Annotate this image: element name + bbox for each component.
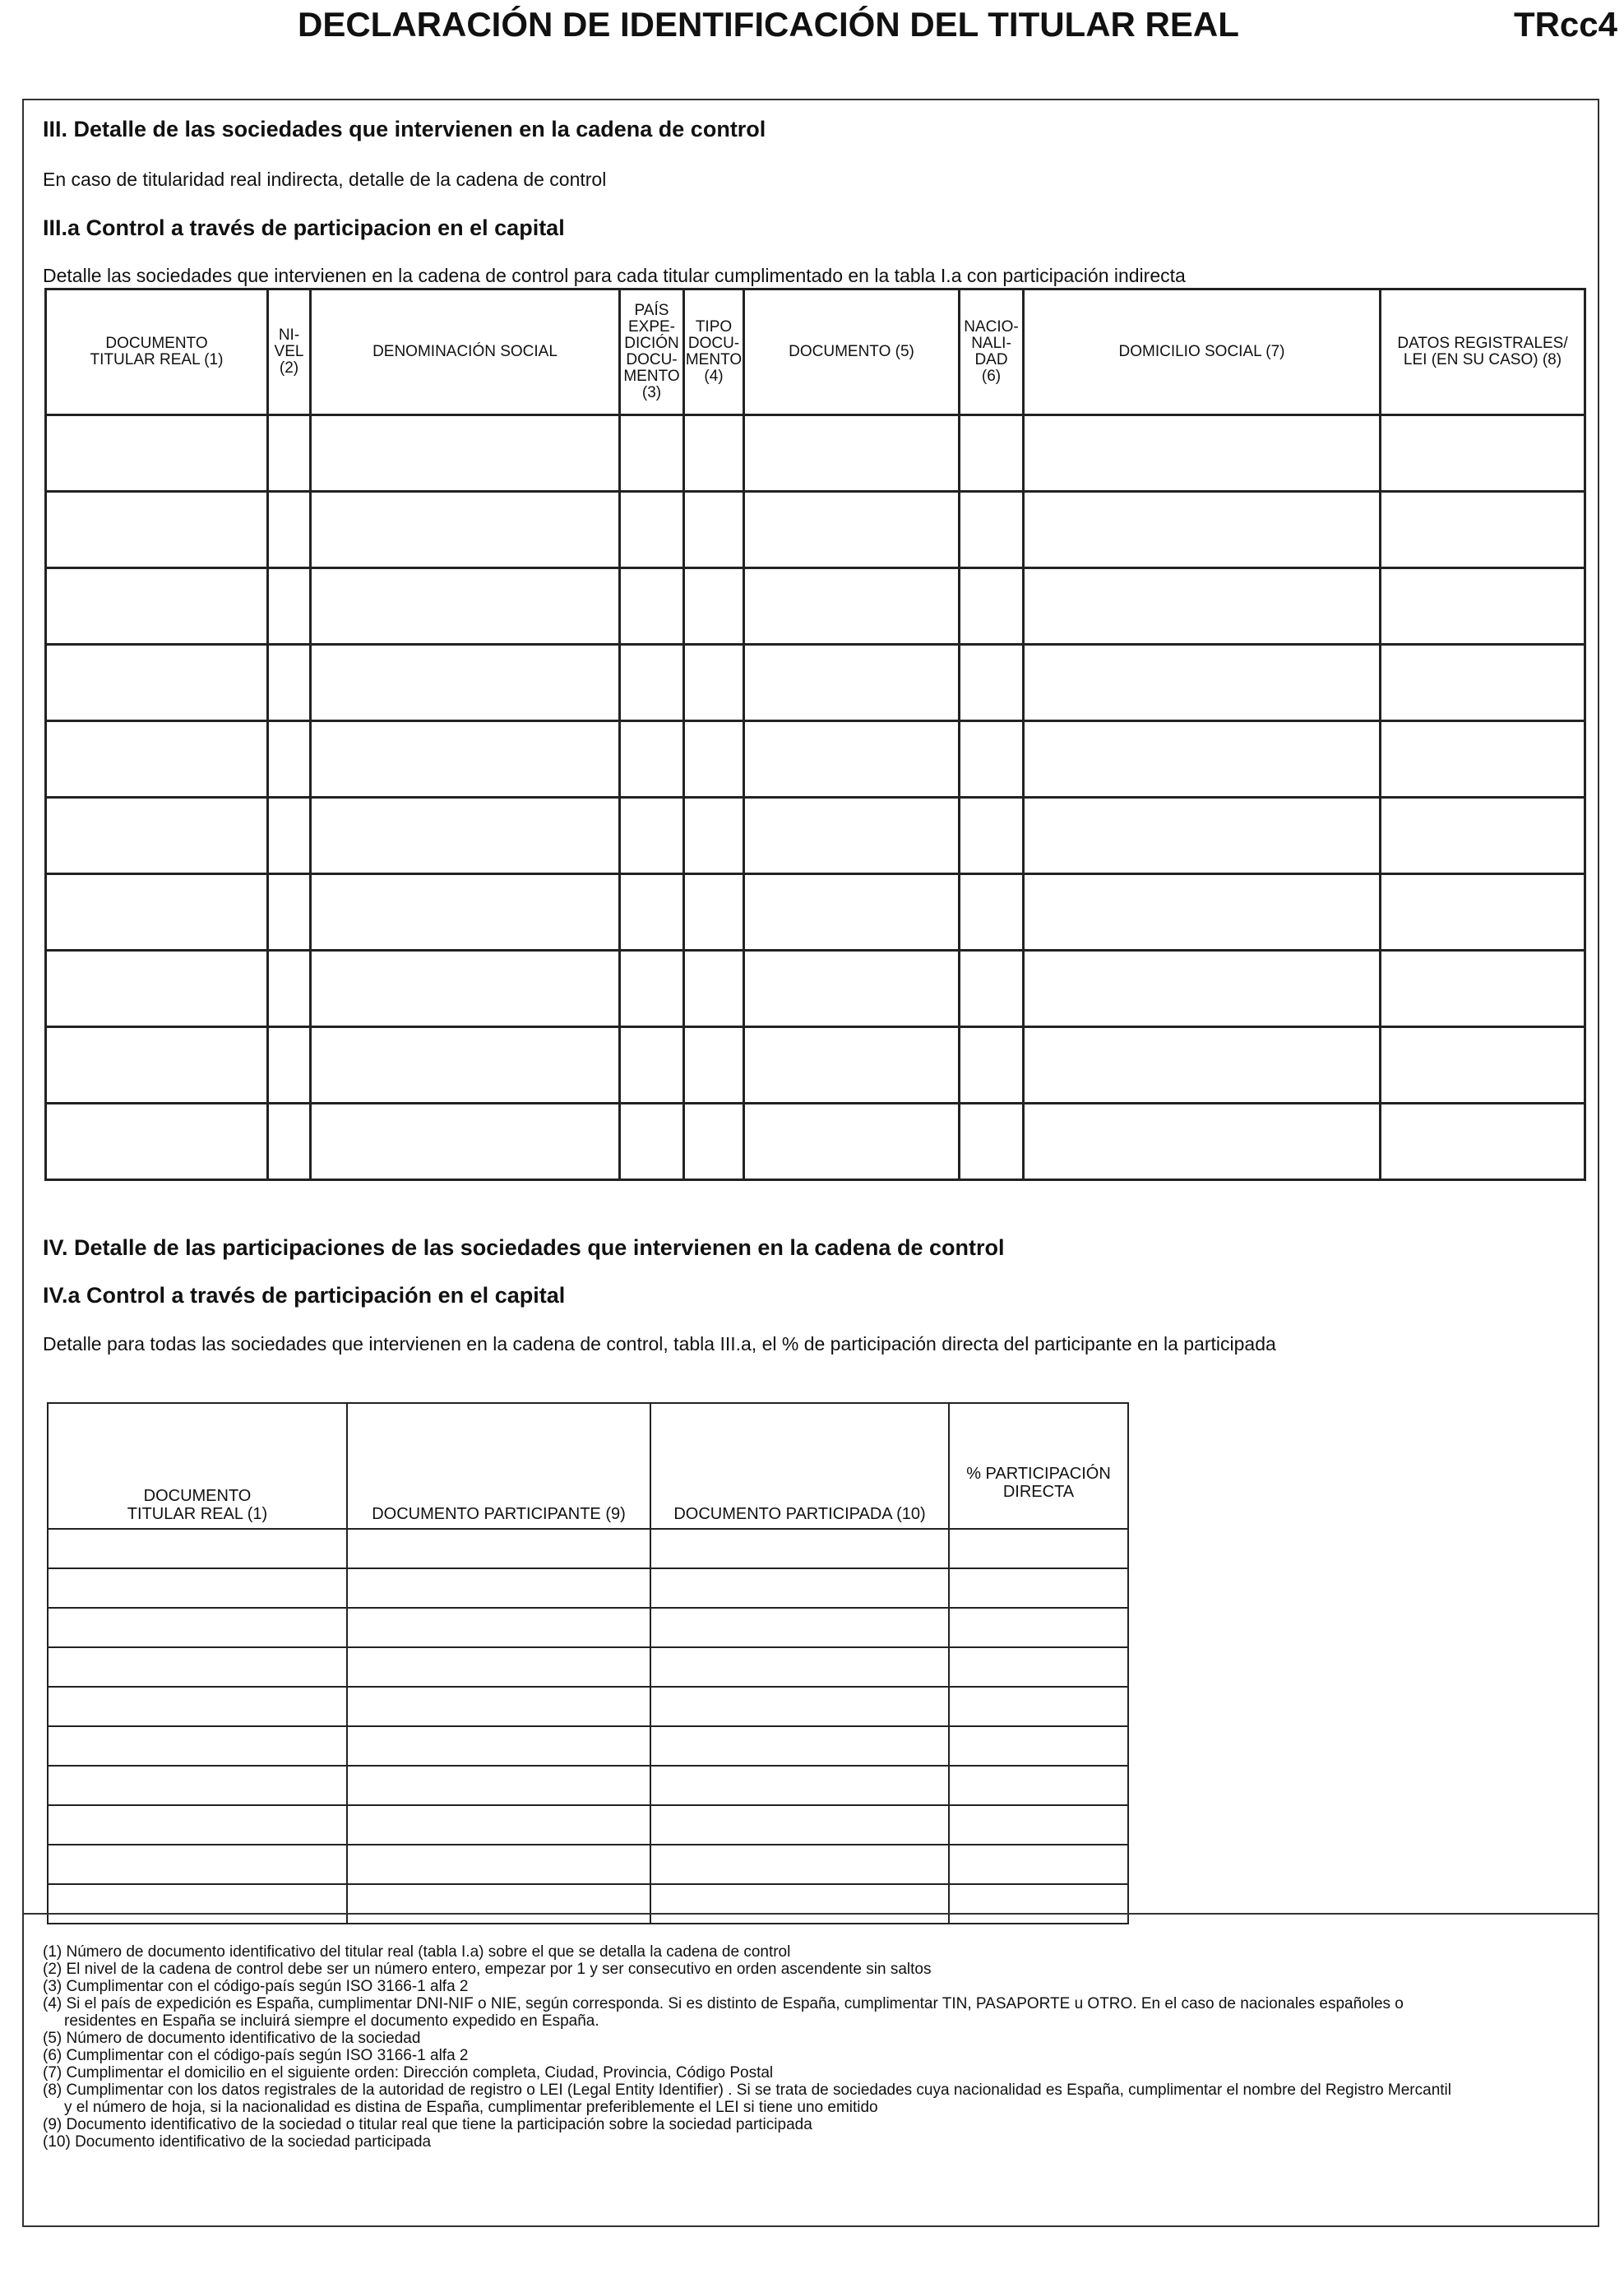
participation-cell[interactable]: [48, 1608, 347, 1647]
control-chain-cell[interactable]: [620, 721, 684, 798]
control-chain-row: [46, 1104, 1585, 1180]
participation-cell[interactable]: [48, 1845, 347, 1884]
participation-cell[interactable]: [347, 1845, 650, 1884]
control-chain-cell[interactable]: [684, 645, 744, 721]
participation-cell[interactable]: [949, 1647, 1128, 1687]
footnote-line: (7) Cumplimentar el domicilio en el siguiente orden: Dirección completa, Ciudad, Provincia, Código Postal: [43, 2064, 774, 2082]
control-chain-cell[interactable]: [268, 568, 311, 645]
control-chain-cell[interactable]: [684, 798, 744, 874]
participation-cell[interactable]: [347, 1805, 650, 1845]
control-chain-header-col-3: [311, 289, 620, 415]
participation-cell[interactable]: [650, 1647, 949, 1687]
control-chain-cell[interactable]: [1381, 1027, 1585, 1104]
control-chain-cell[interactable]: [311, 798, 620, 874]
control-chain-cell[interactable]: [268, 1104, 311, 1180]
control-chain-cell[interactable]: [46, 492, 268, 568]
participation-header-line: % PARTICIPACIÓN: [966, 1464, 1111, 1483]
control-chain-header-line: TITULAR REAL (1): [90, 351, 224, 368]
control-chain-cell[interactable]: [46, 415, 268, 492]
control-chain-cell[interactable]: [1381, 492, 1585, 568]
control-chain-cell[interactable]: [744, 568, 960, 645]
control-chain-cell[interactable]: [1024, 798, 1381, 874]
control-chain-cell[interactable]: [960, 645, 1024, 721]
control-chain-row: [46, 568, 1585, 645]
section-3a-instruction: Detalle las sociedades que intervienen en la cadena de control para cada titular cumplimentado en la tabla I.a con participación indirecta: [43, 265, 1186, 286]
control-chain-cell[interactable]: [311, 645, 620, 721]
participation-cell[interactable]: [347, 1884, 650, 1924]
participation-cell[interactable]: [949, 1608, 1128, 1647]
control-chain-row: [46, 415, 1585, 492]
participation-cell[interactable]: [650, 1884, 949, 1924]
control-chain-header-line: NI-: [278, 326, 300, 344]
participation-row: [48, 1726, 1128, 1766]
control-chain-cell[interactable]: [1381, 568, 1585, 645]
participation-cell[interactable]: [650, 1805, 949, 1845]
control-chain-header-col-6: [744, 289, 960, 415]
participation-cell[interactable]: [347, 1608, 650, 1647]
control-chain-cell[interactable]: [1381, 874, 1585, 951]
participation-cell[interactable]: [949, 1845, 1128, 1884]
control-chain-table: [44, 288, 1586, 1181]
control-chain-cell[interactable]: [1381, 645, 1585, 721]
section-3a-heading: III.a Control a través de participacion en el capital: [43, 215, 565, 240]
control-chain-cell[interactable]: [684, 415, 744, 492]
participation-cell[interactable]: [347, 1647, 650, 1687]
control-chain-cell[interactable]: [620, 568, 684, 645]
participation-header-line: DIRECTA: [1002, 1482, 1075, 1501]
control-chain-cell[interactable]: [684, 492, 744, 568]
control-chain-header-line: PAÍS: [634, 302, 669, 319]
section-3-intro: En caso de titularidad real indirecta, detalle de la cadena de control: [43, 169, 607, 190]
control-chain-cell[interactable]: [46, 568, 268, 645]
control-chain-cell[interactable]: [311, 568, 620, 645]
control-chain-cell[interactable]: [620, 951, 684, 1027]
control-chain-header-col-5: [684, 289, 744, 415]
participation-header-col-3: [650, 1403, 949, 1529]
control-chain-header-line: VEL: [274, 343, 304, 360]
footnote-line: (9) Documento identificativo de la sociedad o titular real que tiene la participación sobre la sociedad participada: [43, 2116, 812, 2133]
control-chain-header-line: LEI (EN SU CASO) (8): [1403, 351, 1562, 368]
control-chain-cell[interactable]: [311, 1104, 620, 1180]
participation-row: [48, 1647, 1128, 1687]
control-chain-cell[interactable]: [1024, 1104, 1381, 1180]
participation-cell[interactable]: [949, 1805, 1128, 1845]
control-chain-cell[interactable]: [684, 721, 744, 798]
control-chain-header-line: (6): [981, 368, 1002, 385]
control-chain-header-col-8: [1024, 289, 1381, 415]
footnote-line: residentes en España se incluirá siempre el documento expedido en España.: [64, 2012, 599, 2030]
control-chain-cell[interactable]: [620, 415, 684, 492]
control-chain-row: [46, 951, 1585, 1027]
control-chain-cell[interactable]: [268, 492, 311, 568]
control-chain-cell[interactable]: [620, 645, 684, 721]
footnotes: [43, 1943, 1451, 2151]
control-chain-cell[interactable]: [744, 492, 960, 568]
control-chain-cell[interactable]: [1024, 874, 1381, 951]
participation-row: [48, 1687, 1128, 1726]
control-chain-cell[interactable]: [744, 798, 960, 874]
control-chain-cell[interactable]: [1024, 645, 1381, 721]
control-chain-row: [46, 492, 1585, 568]
participation-cell[interactable]: [347, 1687, 650, 1726]
control-chain-cell[interactable]: [744, 721, 960, 798]
section-4-heading: IV. Detalle de las participaciones de las sociedades que intervienen en la cadena de control: [43, 1235, 1005, 1260]
control-chain-header-line: DOCUMENTO (5): [789, 343, 914, 360]
control-chain-cell[interactable]: [620, 874, 684, 951]
control-chain-header-line: DOCU-: [626, 351, 678, 368]
participation-header-col-4: [949, 1403, 1128, 1529]
participation-row: [48, 1529, 1128, 1568]
control-chain-row: [46, 645, 1585, 721]
participation-row: [48, 1805, 1128, 1845]
participation-cell[interactable]: [48, 1687, 347, 1726]
control-chain-header-line: TIPO: [695, 318, 733, 336]
control-chain-row: [46, 874, 1585, 951]
control-chain-cell[interactable]: [1024, 415, 1381, 492]
control-chain-cell[interactable]: [311, 951, 620, 1027]
control-chain-cell[interactable]: [744, 415, 960, 492]
control-chain-header-line: (2): [279, 359, 299, 377]
control-chain-header-col-2: [268, 289, 311, 415]
control-chain-header-line: (3): [641, 384, 662, 401]
control-chain-cell[interactable]: [268, 721, 311, 798]
footnote-line: (6) Cumplimentar con el código-país según ISO 3166-1 alfa 2: [43, 2047, 469, 2064]
control-chain-header-line: NALI-: [971, 335, 1011, 352]
participation-row: [48, 1766, 1128, 1805]
participation-row: [48, 1568, 1128, 1608]
participation-cell[interactable]: [48, 1529, 347, 1568]
participation-cell[interactable]: [48, 1884, 347, 1924]
control-chain-cell[interactable]: [46, 798, 268, 874]
control-chain-header-line: DATOS REGISTRALES/: [1397, 335, 1568, 352]
control-chain-cell[interactable]: [744, 1104, 960, 1180]
control-chain-header-line: DOCUMENTO: [105, 335, 208, 352]
participation-cell[interactable]: [949, 1529, 1128, 1568]
participation-header-line: TITULAR REAL (1): [127, 1505, 268, 1523]
control-chain-header-line: DOCU-: [687, 335, 740, 352]
control-chain-cell[interactable]: [620, 798, 684, 874]
control-chain-cell[interactable]: [620, 1104, 684, 1180]
participation-table: [47, 1402, 1129, 1924]
control-chain-cell[interactable]: [46, 1104, 268, 1180]
participation-cell[interactable]: [347, 1529, 650, 1568]
control-chain-cell[interactable]: [960, 874, 1024, 951]
participation-row: [48, 1845, 1128, 1884]
control-chain-header-line: MENTO: [623, 368, 680, 385]
control-chain-cell[interactable]: [744, 951, 960, 1027]
control-chain-cell[interactable]: [684, 1027, 744, 1104]
control-chain-cell[interactable]: [311, 721, 620, 798]
control-chain-cell[interactable]: [1381, 721, 1585, 798]
footnote-line: (4) Si el país de expedición es España, cumplimentar DNI-NIF o NIE, según corresponda. Si es distinto de España, cumplimentar TIN, PASAPORTE u OTRO. En el caso de nacionales españoles o: [43, 1995, 1404, 2012]
footnote-line: (5) Número de documento identificativo de la sociedad: [43, 2030, 421, 2047]
control-chain-cell[interactable]: [46, 721, 268, 798]
control-chain-cell[interactable]: [1381, 415, 1585, 492]
control-chain-cell[interactable]: [960, 951, 1024, 1027]
control-chain-cell[interactable]: [1024, 1027, 1381, 1104]
participation-cell[interactable]: [48, 1726, 347, 1766]
participation-cell[interactable]: [347, 1726, 650, 1766]
control-chain-cell[interactable]: [960, 568, 1024, 645]
control-chain-cell[interactable]: [268, 874, 311, 951]
control-chain-cell[interactable]: [960, 492, 1024, 568]
control-chain-cell[interactable]: [744, 1027, 960, 1104]
participation-cell[interactable]: [949, 1726, 1128, 1766]
participation-cell[interactable]: [48, 1568, 347, 1608]
control-chain-header-line: (4): [704, 368, 724, 385]
control-chain-cell[interactable]: [268, 951, 311, 1027]
participation-header-line: DOCUMENTO: [143, 1487, 252, 1505]
control-chain-row: [46, 798, 1585, 874]
control-chain-cell[interactable]: [1024, 951, 1381, 1027]
control-chain-cell[interactable]: [1024, 721, 1381, 798]
form-code: TRcc4: [1513, 5, 1617, 44]
footnote-line: (2) El nivel de la cadena de control debe ser un número entero, empezar por 1 y ser consecutivo en orden ascendente sin saltos: [43, 1961, 932, 1978]
participation-cell[interactable]: [949, 1568, 1128, 1608]
control-chain-cell[interactable]: [684, 1104, 744, 1180]
participation-cell[interactable]: [48, 1766, 347, 1805]
control-chain-cell[interactable]: [46, 951, 268, 1027]
control-chain-header-line: MENTO: [685, 351, 743, 368]
participation-header-line: DOCUMENTO PARTICIPANTE (9): [372, 1505, 626, 1523]
control-chain-header-line: DICIÓN: [624, 335, 679, 352]
control-chain-cell[interactable]: [1381, 798, 1585, 874]
footnote-line: (3) Cumplimentar con el código-país según ISO 3166-1 alfa 2: [43, 1978, 469, 1995]
control-chain-header-line: DENOMINACIÓN SOCIAL: [372, 343, 558, 360]
control-chain-cell[interactable]: [268, 1027, 311, 1104]
participation-cell[interactable]: [650, 1687, 949, 1726]
control-chain-cell[interactable]: [311, 1027, 620, 1104]
control-chain-cell[interactable]: [268, 415, 311, 492]
control-chain-cell[interactable]: [684, 568, 744, 645]
control-chain-cell[interactable]: [960, 415, 1024, 492]
footnote-line: (10) Documento identificativo de la sociedad participada: [43, 2133, 432, 2151]
control-chain-cell[interactable]: [1024, 568, 1381, 645]
control-chain-cell[interactable]: [620, 492, 684, 568]
control-chain-row: [46, 721, 1585, 798]
participation-row: [48, 1608, 1128, 1647]
participation-cell[interactable]: [650, 1766, 949, 1805]
control-chain-cell[interactable]: [620, 1027, 684, 1104]
control-chain-cell[interactable]: [311, 415, 620, 492]
control-chain-header-line: EXPE-: [627, 318, 676, 336]
participation-cell[interactable]: [650, 1568, 949, 1608]
footnote-line: (8) Cumplimentar con los datos registrales de la autoridad de registro o LEI (Legal Entity Identifier) . Si se trata de sociedades cuya nacionalidad es España, cumplimentar el nombre del Registro Mercantil: [43, 2082, 1451, 2099]
participation-cell[interactable]: [650, 1608, 949, 1647]
participation-cell[interactable]: [347, 1766, 650, 1805]
participation-cell[interactable]: [949, 1687, 1128, 1726]
control-chain-header-col-4: [620, 289, 684, 415]
control-chain-cell[interactable]: [960, 721, 1024, 798]
section-4a-heading: IV.a Control a través de participación en el capital: [43, 1283, 566, 1308]
control-chain-header-col-9: [1381, 289, 1585, 415]
participation-cell[interactable]: [949, 1766, 1128, 1805]
control-chain-cell[interactable]: [744, 645, 960, 721]
control-chain-header-line: DAD: [974, 351, 1008, 368]
control-chain-cell[interactable]: [960, 798, 1024, 874]
participation-cell[interactable]: [650, 1529, 949, 1568]
control-chain-cell[interactable]: [960, 1027, 1024, 1104]
control-chain-header-line: DOMICILIO SOCIAL (7): [1118, 343, 1285, 360]
control-chain-cell[interactable]: [311, 874, 620, 951]
participation-cell[interactable]: [48, 1805, 347, 1845]
section-4a-instruction: Detalle para todas las sociedades que intervienen en la cadena de control, tabla III.a, el % de participación directa del participante en la participada: [43, 1333, 1276, 1355]
footnote-line: (1) Número de documento identificativo del titular real (tabla I.a) sobre el que se detalla la cadena de control: [43, 1943, 791, 1961]
participation-header-col-2: [347, 1403, 650, 1529]
form-title: DECLARACIÓN DE IDENTIFICACIÓN DEL TITULAR REAL: [298, 5, 1239, 44]
notes-separator: [22, 1913, 1599, 1915]
participation-cell[interactable]: [650, 1726, 949, 1766]
control-chain-header-col-1: [46, 289, 268, 415]
footnote-line: y el número de hoja, si la nacionalidad es distina de España, cumplimentar preferiblemente el LEI si tiene uno emitido: [64, 2099, 878, 2116]
control-chain-cell[interactable]: [46, 874, 268, 951]
control-chain-cell[interactable]: [684, 874, 744, 951]
control-chain-cell[interactable]: [1381, 1104, 1585, 1180]
control-chain-cell[interactable]: [268, 798, 311, 874]
participation-cell[interactable]: [650, 1845, 949, 1884]
control-chain-header-line: NACIO-: [964, 318, 1019, 336]
section-3-heading: III. Detalle de las sociedades que intervienen en la cadena de control: [43, 117, 766, 141]
participation-row: [48, 1884, 1128, 1924]
control-chain-cell[interactable]: [311, 492, 620, 568]
participation-cell[interactable]: [347, 1568, 650, 1608]
control-chain-header-col-7: [960, 289, 1024, 415]
participation-cell[interactable]: [48, 1647, 347, 1687]
control-chain-row: [46, 1027, 1585, 1104]
control-chain-cell[interactable]: [684, 951, 744, 1027]
control-chain-cell[interactable]: [46, 645, 268, 721]
control-chain-cell[interactable]: [268, 645, 311, 721]
participation-header-col-1: [48, 1403, 347, 1529]
control-chain-cell[interactable]: [1024, 492, 1381, 568]
control-chain-cell[interactable]: [1381, 951, 1585, 1027]
control-chain-cell[interactable]: [744, 874, 960, 951]
participation-cell[interactable]: [949, 1884, 1128, 1924]
control-chain-cell[interactable]: [46, 1027, 268, 1104]
participation-header-line: DOCUMENTO PARTICIPADA (10): [673, 1505, 926, 1523]
control-chain-cell[interactable]: [960, 1104, 1024, 1180]
